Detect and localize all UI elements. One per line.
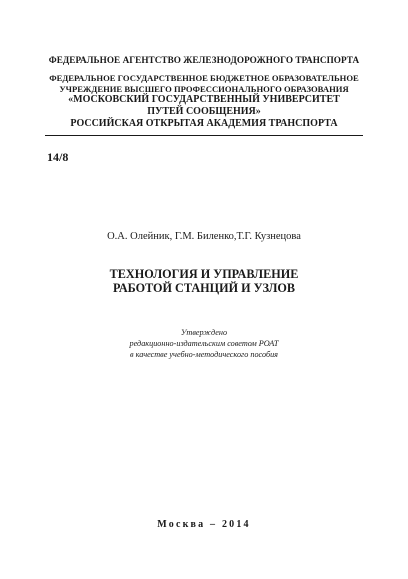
approval-line-1: Утверждено [180,328,228,337]
title-line-2: РАБОТОЙ СТАНЦИЙ И УЗЛОВ [112,281,296,295]
organization-name [0,73,408,130]
title-line-1: ТЕХНОЛОГИЯ И УПРАВЛЕНИЕ [109,267,299,281]
document-code: 14/8 [47,150,69,164]
place-and-year: Москва – 2014 [157,519,251,530]
org-line-1: ФЕДЕРАЛЬНОЕ ГОСУДАРСТВЕННОЕ БЮДЖЕТНОЕ ОБРАЗОВАТЕЛЬНОЕ [49,73,359,83]
org-line-4: ПУТЕЙ СООБЩЕНИЯ» [147,106,261,117]
org-line-5: РОССИЙСКАЯ ОТКРЫТАЯ АКАДЕМИЯ ТРАНСПОРТА [70,118,338,129]
header-divider [45,135,363,136]
document-title [0,267,408,295]
org-line-2: УЧРЕЖДЕНИЕ ВЫСШЕГО ПРОФЕССИОНАЛЬНОГО ОБРАЗОВАНИЯ [59,83,349,94]
authors: О.А. Олейник, Г.М. Биленко,Т.Г. Кузнецова [107,231,301,242]
approval-note [0,327,408,360]
org-line-3: «МОСКОВСКИЙ ГОСУДАРСТВЕННЫЙ УНИВЕРСИТЕТ [68,94,340,105]
agency-name: ФЕДЕРАЛЬНОЕ АГЕНТСТВО ЖЕЛЕЗНОДОРОЖНОГО ТРАНСПОРТА [48,55,360,65]
approval-line-2: редакционно-издательским советом РОАТ [129,339,279,348]
approval-line-3: в качестве учебно-методического пособия [129,350,278,359]
